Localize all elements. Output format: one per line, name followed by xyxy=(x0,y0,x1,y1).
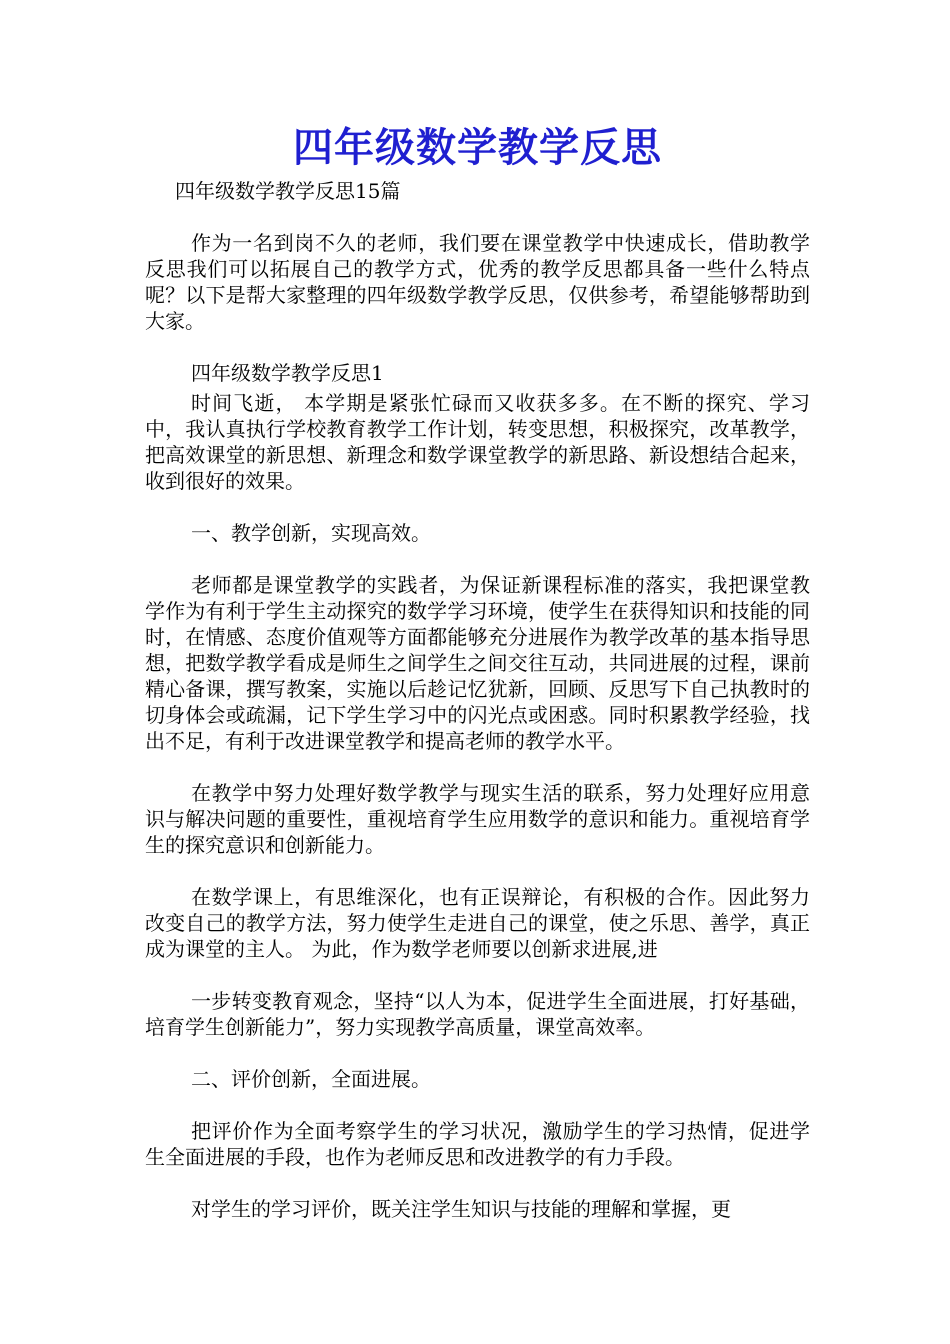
body-paragraph: 在教学中努力处理好数学教学与现实生活的联系，努力处理好应用意识与解决问题的重要性，重视培育学生应用数学的意识和能力。重视培育学生的探究意识和创新能力。 xyxy=(145,781,810,857)
body-paragraph: 老师都是课堂教学的实践者，为保证新课程标准的落实，我把课堂教学作为有利于学生主动探究的数学学习环境，使学生在获得知识和技能的同时，在情感、态度价值观等方面都能够充分进展作为教学改革的基本指导思想，把数学教学看成是师生之间学生之间交往互动，共同进展的过程，课前精心备课，撰写教案，实施以后趁记忆犹新，回顾、反思写下自己执教时的切身体会或疏漏，记下学生学习中的闪光点或困惑。同时积累教学经验，找出不足，有利于改进课堂教学和提高老师的教学水平。 xyxy=(145,573,810,753)
intro-paragraph: 作为一名到岗不久的老师，我们要在课堂教学中快速成长，借助教学反思我们可以拓展自己的教学方式，优秀的教学反思都具备一些什么特点呢？以下是帮大家整理的四年级数学教学反思，仅供参考，希望能够帮助到大家。 xyxy=(145,231,810,333)
section-heading-reflection-1: 四年级数学教学反思1 xyxy=(191,361,384,385)
document-page xyxy=(145,118,810,1222)
body-paragraph: 把评价作为全面考察学生的学习状况，激励学生的学习热情，促进学生全面进展的手段，也作为老师反思和改进教学的有力手段。 xyxy=(145,1119,810,1169)
document-subtitle: 四年级数学教学反思15篇 xyxy=(175,179,401,203)
body-paragraph: 对学生的学习评价，既关注学生知识与技能的理解和掌握，更 xyxy=(191,1197,731,1221)
body-paragraph: 在数学课上，有思维深化，也有正误辩论，有积极的合作。因此努力改变自己的教学方法，努力使学生走进自己的课堂，使之乐思、善学，真正成为课堂的主人。 为此，作为数学老师要以创新求进展,进 xyxy=(145,885,810,961)
document-title: 四年级数学教学反思 xyxy=(293,124,662,171)
body-paragraph: 一步转变教育观念，坚持“以人为本，促进学生全面进展，打好基础，培育学生创新能力”，努力实现教学高质量，课堂高效率。 xyxy=(145,989,810,1039)
body-paragraph: 时间飞逝， 本学期是紧张忙碌而又收获多多。在不断的探究、学习中，我认真执行学校教育教学工作计划，转变思想，积极探究，改革教学，把高效课堂的新思想、新理念和数学课堂教学的新思路、新设想结合起来，收到很好的效果。 xyxy=(145,391,810,493)
section-heading-innovation: 一、教学创新，实现高效。 xyxy=(191,521,431,545)
section-heading-evaluation: 二、评价创新，全面进展。 xyxy=(191,1067,431,1091)
